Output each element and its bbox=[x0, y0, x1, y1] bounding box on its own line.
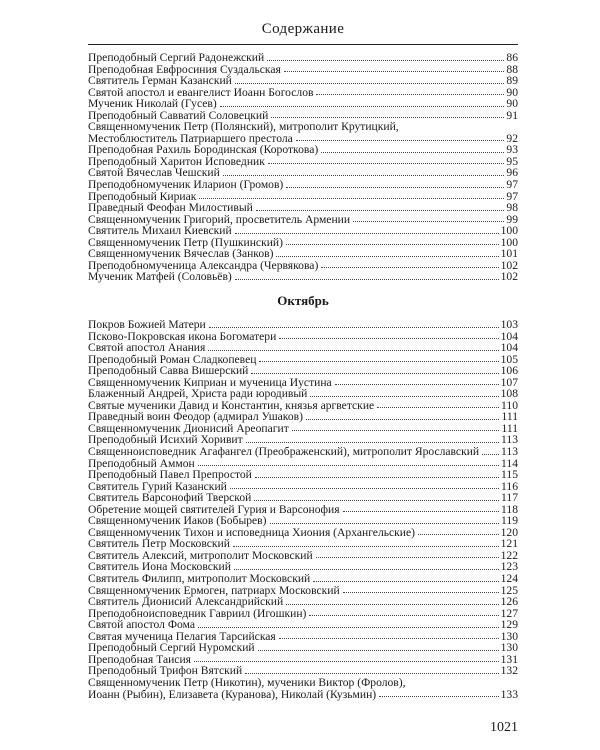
toc-entry-title: Священномученик Петр (Пушкинский) bbox=[88, 235, 283, 249]
toc-entry-page: 130 bbox=[500, 629, 518, 643]
toc-entry-page: 127 bbox=[500, 606, 518, 620]
toc-entry-title: Преподобный Павел Препростой bbox=[88, 468, 252, 482]
toc-entry-title: Блаженный Андрей, Христа ради юродивый bbox=[88, 387, 308, 401]
toc-entry-page: 118 bbox=[501, 502, 518, 516]
toc-entry-title: Преподобный Сергий Нуромский bbox=[88, 641, 255, 655]
dot-leader bbox=[306, 419, 499, 420]
toc-entry-title: Преподобный Харитон Исповедник bbox=[88, 154, 265, 168]
toc-entry-page: 117 bbox=[501, 491, 518, 505]
toc-entry-title: Преподобный Кириак bbox=[88, 189, 197, 203]
dot-leader bbox=[313, 581, 498, 582]
toc-entry bbox=[88, 446, 518, 458]
dot-leader bbox=[377, 407, 499, 408]
toc-entry bbox=[88, 179, 518, 191]
toc-entry-title: Святитель Гермaн Казанский bbox=[88, 74, 232, 88]
dot-leader bbox=[343, 592, 499, 593]
toc-entry-title: Священномученик Иаков (Бобырев) bbox=[88, 514, 267, 528]
toc-entry-title: Преподобномученик Иларион (Громов) bbox=[88, 178, 284, 192]
dot-leader bbox=[199, 198, 504, 199]
toc-entry-page: 91 bbox=[506, 108, 518, 122]
toc-entry-title: Святитель Гурий Казанский bbox=[88, 479, 227, 493]
toc-entry-title: Священномученик Дионисий Ареопагит bbox=[88, 421, 289, 435]
toc-entry-page: 102 bbox=[500, 258, 518, 272]
toc-entry-title: Преподобный Трифон Вятский bbox=[88, 664, 243, 678]
toc-entry-title: Священномученик Григорий, просветитель Армении bbox=[88, 212, 351, 226]
dot-leader bbox=[296, 140, 505, 141]
toc-entry-title: Святитель Дионисий Александрийский bbox=[88, 595, 284, 609]
dot-leader bbox=[208, 350, 498, 351]
toc-entry-page: 133 bbox=[500, 687, 518, 701]
toc-entry-title: Священноисповедник Агафангел (Преображенский), митрополит Ярославский bbox=[88, 445, 480, 459]
toc-entry bbox=[88, 271, 518, 283]
toc-entry-title: Святитель Иона Московский bbox=[88, 560, 231, 574]
toc-entry-title: Святой апостол и евангелист Иоанн Богослов bbox=[88, 85, 314, 99]
toc-entry bbox=[88, 365, 518, 377]
dot-leader bbox=[276, 256, 498, 257]
toc-section-september bbox=[88, 52, 518, 283]
toc-entry-title: Святой апостол Фома bbox=[88, 618, 196, 632]
toc-entry-title: Святитель Михаил Киевский bbox=[88, 224, 232, 238]
dot-leader bbox=[234, 569, 499, 570]
toc-entry bbox=[88, 342, 518, 354]
dot-leader bbox=[316, 557, 499, 558]
dot-leader bbox=[353, 221, 504, 222]
toc-entry-page: 101 bbox=[500, 247, 518, 261]
dot-leader bbox=[268, 163, 505, 164]
dot-leader bbox=[279, 638, 499, 639]
dot-leader bbox=[286, 244, 499, 245]
toc-entry-title: Святой апостол Анания bbox=[88, 341, 206, 355]
toc-entry-page: 93 bbox=[506, 143, 518, 157]
toc-entry-title: Иоанн (Рыбин), Елизавета (Куранова), Николай (Кузьмин) bbox=[88, 687, 377, 701]
toc-entry-page: 97 bbox=[506, 189, 518, 203]
dot-leader bbox=[267, 60, 504, 61]
toc-entry-page: 122 bbox=[500, 548, 518, 562]
toc-entry-title: Обретение мощей святителей Гурия и Варсонофия bbox=[88, 502, 340, 516]
toc-entry-title: Святой Вячеслав Чешский bbox=[88, 166, 220, 180]
toc-entry-page: 86 bbox=[506, 51, 518, 64]
toc-entry bbox=[88, 573, 518, 585]
toc-entry-title: Преподобный Роман Сладкопевец bbox=[88, 352, 257, 366]
dot-leader bbox=[271, 117, 504, 118]
toc-entry-page: 88 bbox=[506, 62, 518, 76]
toc-entry-title: Святитель Алексий, митрополит Московский bbox=[88, 548, 313, 562]
toc-entry-page: 100 bbox=[500, 235, 518, 249]
dot-leader bbox=[284, 71, 505, 72]
dot-leader bbox=[321, 152, 504, 153]
dot-leader bbox=[286, 187, 504, 188]
toc-entry-title: Преподобная Рахиль Бородинская (Короткова) bbox=[88, 143, 319, 157]
toc-entry-title: Псково-Покровская икона Богоматери bbox=[88, 329, 277, 343]
toc-entry-title: Преподобный Исихий Хоривит bbox=[88, 433, 243, 447]
toc-entry-page: 98 bbox=[506, 201, 518, 215]
dot-leader bbox=[321, 267, 498, 268]
toc-entry-page: 129 bbox=[500, 618, 518, 632]
toc-entry-page: 120 bbox=[500, 525, 518, 539]
toc-entry-title: Святитель Филипп, митрополит Московский bbox=[88, 572, 311, 586]
toc-entry-title: Преподобная Евфросиния Суздальская bbox=[88, 62, 281, 76]
dot-leader bbox=[335, 384, 499, 385]
toc-entry-title: Преподобный Сергий Радонежский bbox=[88, 51, 265, 64]
toc-entry bbox=[88, 469, 518, 481]
running-header bbox=[88, 20, 518, 45]
dot-leader bbox=[343, 511, 499, 512]
toc-entry-title: Святитель Варсонофий Тверской bbox=[88, 491, 252, 505]
toc-entry-page: 103 bbox=[500, 318, 518, 331]
toc-entry-page: 131 bbox=[500, 652, 518, 666]
toc-entry bbox=[88, 52, 518, 64]
toc-entry-page: 132 bbox=[500, 664, 518, 678]
toc-entry-page: 104 bbox=[500, 329, 518, 343]
toc-entry-title: Мученик Матфей (Соловьёв) bbox=[88, 270, 232, 284]
toc-entry-line: Священномученик Петр (Полянский), митрополит Крутицкий, bbox=[88, 120, 399, 134]
toc-entry bbox=[88, 596, 518, 608]
toc-entry-title: Праведный Феофан Милостивый bbox=[88, 201, 253, 215]
toc-entry bbox=[88, 202, 518, 214]
toc-entry-page: 126 bbox=[500, 595, 518, 609]
toc-entry-title: Мученик Николай (Гусев) bbox=[88, 97, 217, 111]
dot-leader bbox=[286, 604, 498, 605]
dot-leader bbox=[220, 106, 505, 107]
dot-leader bbox=[279, 338, 498, 339]
toc-entry-page: 90 bbox=[506, 97, 518, 111]
toc-entry-title: Преподобноисповедник Гавриил (Игошкин) bbox=[88, 606, 307, 620]
toc-entry-page: 96 bbox=[506, 166, 518, 180]
toc-entry-page: 100 bbox=[500, 224, 518, 238]
toc-entry-page: 105 bbox=[500, 352, 518, 366]
header-rule bbox=[88, 44, 518, 45]
toc-entry-title: Святитель Петр Московский bbox=[88, 537, 230, 551]
toc-entry-page: 97 bbox=[506, 178, 518, 192]
dot-leader bbox=[379, 696, 498, 697]
toc-entry-page: 113 bbox=[501, 433, 518, 447]
toc-entry bbox=[88, 319, 518, 331]
toc-entry-title: Преподобный Савва Вишерский bbox=[88, 364, 249, 378]
toc-entry-page: 110 bbox=[501, 398, 518, 412]
toc-entry-page: 123 bbox=[500, 560, 518, 574]
toc-entry-page: 116 bbox=[501, 479, 518, 493]
toc-entry-title: Священномученик Ермоген, патриарх Московский bbox=[88, 583, 340, 597]
toc-entry-page: 90 bbox=[506, 85, 518, 99]
toc-entry bbox=[88, 75, 518, 87]
toc-entry-page: 111 bbox=[501, 410, 518, 424]
dot-leader bbox=[256, 210, 505, 211]
toc-entry-title: Преподобный Савватий Соловецкий bbox=[88, 108, 269, 122]
dot-leader bbox=[418, 534, 499, 535]
dot-leader bbox=[223, 175, 505, 176]
toc-entry-page: 115 bbox=[501, 468, 518, 482]
toc-entry bbox=[88, 98, 518, 110]
toc-entry-page: 125 bbox=[500, 583, 518, 597]
toc-entry-title: Преподобный Аммон bbox=[88, 456, 195, 470]
dot-leader bbox=[482, 454, 499, 455]
section-heading-october: Октябрь bbox=[277, 293, 329, 308]
toc-section-october bbox=[88, 319, 518, 700]
toc-entry-page: 92 bbox=[506, 131, 518, 145]
toc-entry-line: Священномученик Петр (Никотин), мученики Виктор (Фролов), bbox=[88, 675, 406, 689]
toc-entry-page: 114 bbox=[501, 456, 518, 470]
toc-entry-title: Покров Божией Матери bbox=[88, 318, 206, 331]
toc-entry-page: 107 bbox=[500, 375, 518, 389]
toc-entry-page: 121 bbox=[500, 537, 518, 551]
dot-leader bbox=[316, 94, 504, 95]
toc-entry-page: 104 bbox=[500, 341, 518, 355]
dot-leader bbox=[194, 661, 499, 662]
toc-entry-page: 89 bbox=[506, 74, 518, 88]
toc-entry bbox=[88, 689, 518, 701]
dot-leader bbox=[245, 673, 498, 674]
toc-entry-page: 108 bbox=[500, 387, 518, 401]
dot-leader bbox=[235, 279, 499, 280]
dot-leader bbox=[251, 373, 498, 374]
dot-leader bbox=[198, 465, 499, 466]
toc-entry-page: 124 bbox=[500, 572, 518, 586]
dot-leader bbox=[233, 546, 499, 547]
toc-entry-title: Праведный воин Феодор (адмирал Ушаков) bbox=[88, 410, 303, 424]
toc-entry-page: 119 bbox=[501, 514, 518, 528]
dot-leader bbox=[292, 430, 500, 431]
toc-entry-page: 111 bbox=[501, 421, 518, 435]
dot-leader bbox=[270, 523, 500, 524]
dot-leader bbox=[255, 477, 499, 478]
toc-entry-page: 113 bbox=[501, 445, 518, 459]
toc-entry-title: Преподобная Таисия bbox=[88, 652, 191, 666]
dot-leader bbox=[258, 650, 499, 651]
dot-leader bbox=[259, 361, 498, 362]
dot-leader bbox=[235, 83, 505, 84]
toc-entry-title: Священномученик Киприан и мученица Иустина bbox=[88, 375, 332, 389]
dot-leader bbox=[198, 627, 499, 628]
dot-leader bbox=[254, 500, 499, 501]
page-number: 1021 bbox=[490, 720, 518, 735]
toc-entry-title: Святая мученица Пелагия Тарсийская bbox=[88, 629, 276, 643]
toc-entry-page: 106 bbox=[500, 364, 518, 378]
header-title: Содержание bbox=[261, 21, 345, 37]
dot-leader bbox=[246, 442, 499, 443]
toc-entry-title: Святые мученики Давид и Константин, князья аргветские bbox=[88, 398, 375, 412]
toc-entry-page: 99 bbox=[506, 212, 518, 226]
dot-leader bbox=[310, 396, 498, 397]
toc-entry-title: Священномученик Тихон и исповедница Хиония (Архангельские) bbox=[88, 525, 416, 539]
toc-entry-title: Преподобномученица Александра (Червякова) bbox=[88, 258, 319, 272]
toc-entry-page: 95 bbox=[506, 154, 518, 168]
dot-leader bbox=[230, 488, 499, 489]
toc-entry-page: 102 bbox=[500, 270, 518, 284]
dot-leader bbox=[235, 233, 499, 234]
toc-entry-page: 130 bbox=[500, 641, 518, 655]
dot-leader bbox=[309, 615, 498, 616]
toc-entry-title: Местоблюститель Патриаршего престола bbox=[88, 131, 293, 145]
dot-leader bbox=[209, 327, 499, 328]
toc-entry-title: Священномученик Вячеслав (Занков) bbox=[88, 247, 274, 261]
